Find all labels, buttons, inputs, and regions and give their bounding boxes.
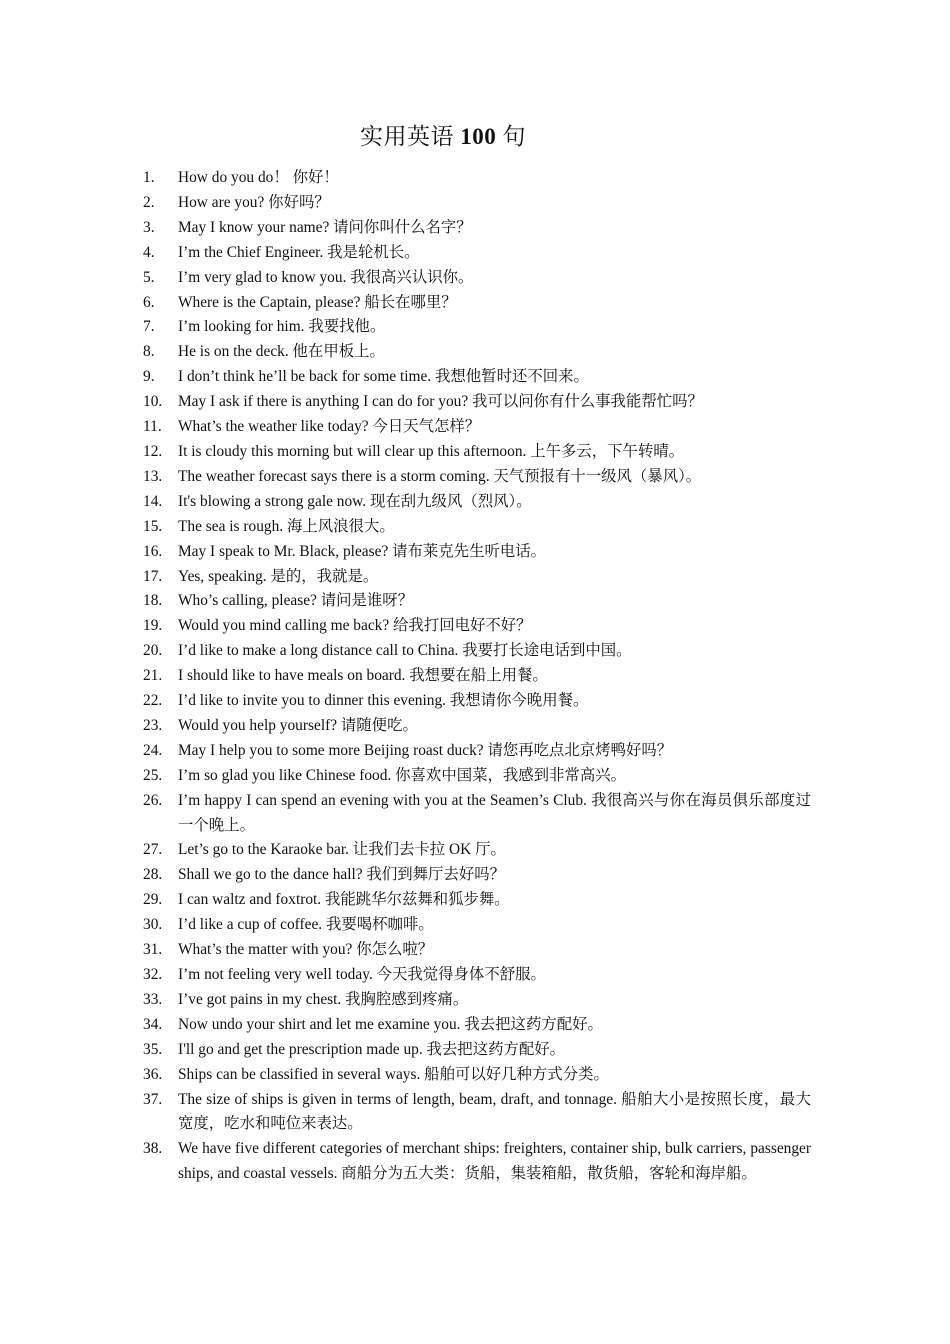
item-text: Would you help yourself? 请随便吃。	[178, 716, 418, 734]
item-text: May I ask if there is anything I can do for you? 我可以问你有什么事我能帮忙吗？	[178, 393, 703, 411]
item-text: How do you do！ 你好！	[178, 169, 339, 186]
list-item	[143, 515, 811, 540]
item-number: 34.	[143, 1015, 163, 1033]
item-text: I’m so glad you like Chinese food. 你喜欢中国菜，我感到非常高兴。	[178, 766, 627, 784]
list-item	[143, 191, 811, 216]
item-number: 31.	[143, 941, 163, 959]
item-text: I don’t think he’ll be back for some time. 我想他暂时还不回来。	[178, 368, 589, 386]
list-item	[143, 913, 811, 938]
item-text: I’m the Chief Engineer. 我是轮机长。	[178, 243, 420, 261]
item-text: Now undo your shirt and let me examine you. 我去把这药方配好。	[178, 1015, 603, 1033]
list-item	[143, 490, 811, 515]
item-text: The sea is rough. 海上风浪很大。	[178, 517, 395, 535]
item-text: Who’s calling, please? 请问是谁呀？	[178, 592, 414, 610]
item-number: 19.	[143, 617, 163, 635]
item-number: 12.	[143, 442, 163, 460]
item-number: 3.	[143, 218, 155, 236]
item-text: I’d like to invite you to dinner this evening. 我想请你今晚用餐。	[178, 692, 589, 710]
item-text: Shall we go to the dance hall? 我们到舞厅去好吗？	[178, 866, 505, 884]
item-number: 29.	[143, 891, 163, 909]
title-text: 实用英语	[360, 124, 454, 149]
list-item	[143, 1137, 811, 1187]
item-number: 24.	[143, 741, 163, 759]
item-number: 7.	[143, 318, 155, 336]
list-item	[143, 1013, 811, 1038]
item-text: I’m looking for him. 我要找他。	[178, 318, 386, 336]
item-number: 32.	[143, 966, 163, 983]
item-text: Where is the Captain, please? 船长在哪里？	[178, 293, 457, 311]
item-number: 35.	[143, 1040, 163, 1058]
item-text: Let’s go to the Karaoke bar. 让我们去卡拉 OK 厅。	[178, 841, 506, 859]
list-item	[143, 241, 811, 266]
item-text: I should like to have meals on board. 我想要在船上用餐。	[178, 667, 548, 685]
item-number: 9.	[143, 368, 155, 386]
item-number: 6.	[143, 293, 155, 311]
item-text: I’m happy I can spend an evening with you at the Seamen’s Club. 我很高兴与你在海员俱乐部度过一个晚上。	[178, 791, 811, 834]
item-text: I’d like a cup of coffee. 我要喝杯咖啡。	[178, 916, 434, 934]
item-text: I’m not feeling very well today. 今天我觉得身体不舒服。	[178, 966, 546, 983]
list-item	[143, 764, 811, 789]
item-number: 25.	[143, 766, 163, 784]
list-item	[143, 565, 811, 590]
item-number: 17.	[143, 567, 163, 585]
item-text: The size of ships is given in terms of length, beam, draft, and tonnage. 船舶大小是按照长度，最大宽度，吃水和吨位来表达。	[178, 1090, 811, 1133]
item-number: 5.	[143, 268, 155, 286]
item-number: 15.	[143, 517, 163, 535]
item-text: May I help you to some more Beijing roast duck? 请您再吃点北京烤鸭好吗？	[178, 741, 673, 759]
item-number: 23.	[143, 716, 163, 734]
item-text: What’s the weather like today? 今日天气怎样？	[178, 418, 481, 436]
list-item	[143, 315, 811, 340]
item-number: 11.	[143, 418, 162, 436]
item-number: 22.	[143, 692, 163, 710]
list-item	[143, 415, 811, 440]
title-number: 100	[460, 124, 497, 149]
title-suffix: 句	[502, 124, 526, 149]
item-number: 21.	[143, 667, 163, 685]
list-item	[143, 963, 811, 988]
list-item	[143, 863, 811, 888]
list-item	[143, 838, 811, 863]
item-text: We have five different categories of merchant ships: freighters, container ship, bulk carriers, passenger ships, and coastal vessels. 商船分为五大类：货船，集装箱船，散货船，客轮和海岸船。	[178, 1140, 811, 1183]
item-number: 8.	[143, 343, 155, 361]
list-item	[143, 440, 811, 465]
list-item	[143, 938, 811, 963]
list-item	[143, 390, 811, 415]
list-item	[143, 540, 811, 565]
item-number: 28.	[143, 866, 163, 884]
list-item	[143, 1038, 811, 1063]
list-item	[143, 664, 811, 689]
item-number: 18.	[143, 592, 163, 610]
item-number: 37.	[143, 1090, 163, 1108]
item-number: 26.	[143, 791, 163, 809]
item-number: 1.	[143, 169, 155, 186]
item-text: It is cloudy this morning but will clear up this afternoon. 上午多云，下午转晴。	[178, 442, 685, 460]
item-number: 16.	[143, 542, 163, 560]
item-text: The weather forecast says there is a storm coming. 天气预报有十一级风（暴风）。	[178, 467, 702, 485]
sentence-list	[143, 166, 811, 1187]
list-item	[143, 714, 811, 739]
list-item	[143, 888, 811, 913]
item-text: How are you? 你好吗？	[178, 193, 330, 211]
list-item	[143, 340, 811, 365]
item-number: 10.	[143, 393, 163, 411]
list-item	[143, 614, 811, 639]
item-number: 14.	[143, 492, 163, 510]
item-text: I’ve got pains in my chest. 我胸腔感到疼痛。	[178, 990, 469, 1008]
item-number: 4.	[143, 243, 155, 261]
list-item	[143, 639, 811, 664]
item-text: May I speak to Mr. Black, please? 请布莱克先生听电话。	[178, 542, 547, 560]
list-item	[143, 465, 811, 490]
list-item	[143, 166, 811, 191]
item-number: 36.	[143, 1065, 163, 1083]
list-item	[143, 291, 811, 316]
item-text: I'll go and get the prescription made up. 我去把这药方配好。	[178, 1040, 566, 1058]
item-text: What’s the matter with you? 你怎么啦？	[178, 941, 434, 959]
item-text: He is on the deck. 他在甲板上。	[178, 343, 385, 361]
item-text: I’m very glad to know you. 我很高兴认识你。	[178, 268, 474, 286]
list-item	[143, 789, 811, 839]
item-number: 33.	[143, 990, 163, 1008]
list-item	[143, 1088, 811, 1138]
list-item	[143, 216, 811, 241]
item-text: It's blowing a strong gale now. 现在刮九级风（烈风）。	[178, 492, 532, 510]
list-item	[143, 589, 811, 614]
item-number: 20.	[143, 642, 163, 660]
list-item	[143, 739, 811, 764]
item-number: 13.	[143, 467, 163, 485]
item-text: I can waltz and foxtrot. 我能跳华尔兹舞和狐步舞。	[178, 891, 510, 909]
item-number: 2.	[143, 193, 155, 211]
item-text: May I know your name? 请问你叫什么名字？	[178, 218, 472, 236]
item-number: 30.	[143, 916, 163, 934]
list-item	[143, 988, 811, 1013]
list-item	[143, 1063, 811, 1088]
item-number: 27.	[143, 841, 163, 859]
item-number: 38.	[143, 1140, 163, 1158]
list-item	[143, 689, 811, 714]
page-title	[0, 118, 886, 151]
item-text: Yes, speaking. 是的，我就是。	[178, 567, 379, 585]
list-item	[143, 266, 811, 291]
item-text: Ships can be classified in several ways. 船舶可以好几种方式分类。	[178, 1065, 609, 1083]
list-item	[143, 365, 811, 390]
item-text: Would you mind calling me back? 给我打回电好不好？	[178, 617, 532, 635]
item-text: I’d like to make a long distance call to China. 我要打长途电话到中国。	[178, 642, 632, 660]
